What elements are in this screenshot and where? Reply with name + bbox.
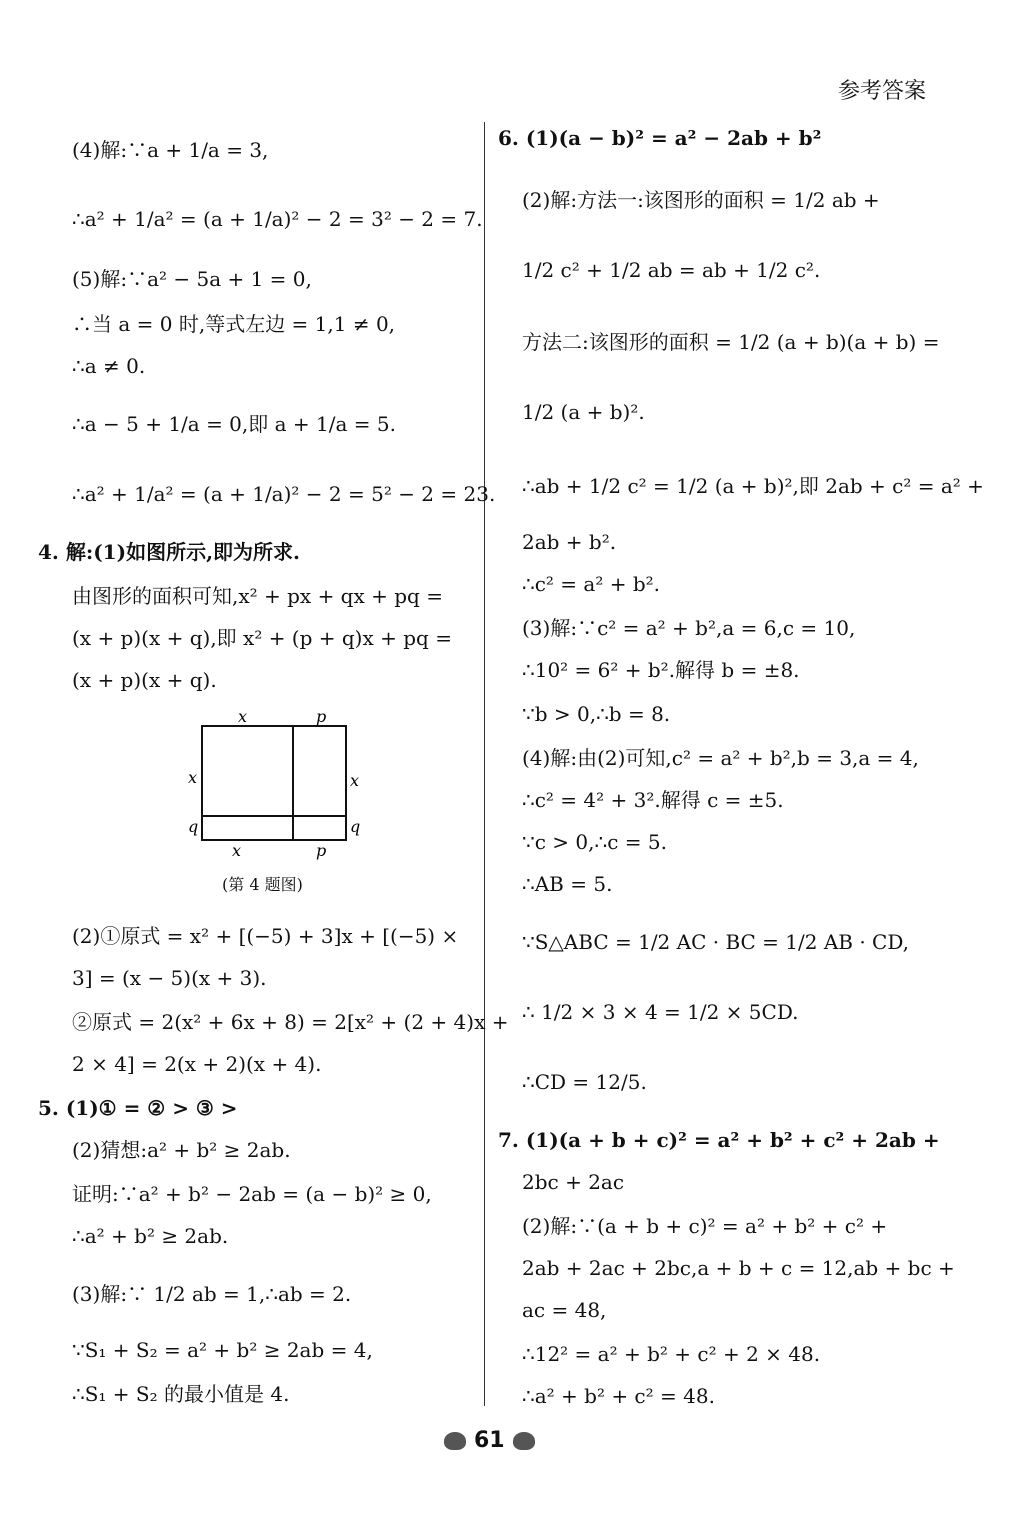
text-line: ∴10² = 6² + b².解得 b = ±8. [522, 658, 800, 682]
text-line: ②原式 = 2(x² + 6x + 8) = 2[x² + (2 + 4)x + [72, 1010, 509, 1034]
leaf-left-icon [444, 1432, 466, 1450]
text-line: 由图形的面积可知,x² + px + qx + pq = [72, 584, 443, 608]
text-line: ∴12² = a² + b² + c² + 2 × 48. [522, 1342, 821, 1366]
text-line: 证明:∵a² + b² − 2ab = (a − b)² ≥ 0, [72, 1182, 432, 1206]
text-line: 1/2 c² + 1/2 ab = ab + 1/2 c². [522, 258, 821, 282]
text-line: ∴a² + 1/a² = (a + 1/a)² − 2 = 3² − 2 = 7. [72, 207, 483, 231]
text-line: 2bc + 2ac [522, 1170, 625, 1194]
page-number-label: 61 [474, 1428, 505, 1453]
text-line: ∴c² = 4² + 3².解得 c = ±5. [522, 788, 784, 812]
text-line: ∵b > 0,∴b = 8. [522, 702, 671, 726]
text-line: ∴a² + 1/a² = (a + 1/a)² − 2 = 5² − 2 = 23. [72, 482, 496, 506]
text-line: (2)解:∵(a + b + c)² = a² + b² + c² + [522, 1214, 888, 1238]
figure-4 [188, 708, 368, 872]
text-line: (5)解:∵a² − 5a + 1 = 0, [72, 267, 312, 291]
text-line: ∴a − 5 + 1/a = 0,即 a + 1/a = 5. [72, 412, 396, 436]
text-line: (2)①原式 = x² + [(−5) + 3]x + [(−5) × [72, 924, 459, 948]
text-line: (3)解:∵c² = a² + b²,a = 6,c = 10, [522, 616, 856, 640]
text-line: (x + p)(x + q),即 x² + (p + q)x + pq = [72, 626, 452, 650]
text-line: 5. (1)① = ② > ③ > [38, 1096, 238, 1120]
text-line: ac = 48, [522, 1298, 607, 1322]
text-line: 2ab + 2ac + 2bc,a + b + c = 12,ab + bc + [522, 1256, 955, 1280]
text-line: ∴AB = 5. [522, 872, 613, 896]
text-line: (3)解:∵ 1/2 ab = 1,∴ab = 2. [72, 1282, 352, 1306]
text-line: 4. 解:(1)如图所示,即为所求. [38, 540, 300, 564]
text-line: 2 × 4] = 2(x + 2)(x + 4). [72, 1052, 322, 1076]
text-line: 2ab + b². [522, 530, 617, 554]
figure-label: q [188, 817, 199, 836]
text-line: ∴a² + b² + c² = 48. [522, 1384, 715, 1408]
text-line: (2)猜想:a² + b² ≥ 2ab. [72, 1138, 291, 1162]
column-divider [484, 122, 485, 1406]
text-line: (4)解:由(2)可知,c² = a² + b²,b = 3,a = 4, [522, 746, 919, 770]
text-line: ∴S₁ + S₂ 的最小值是 4. [72, 1382, 290, 1406]
page-number [444, 1428, 535, 1453]
figure-caption: (第 4 题图) [222, 875, 303, 894]
text-line: 7. (1)(a + b + c)² = a² + b² + c² + 2ab + [498, 1128, 940, 1152]
text-line: ∴a² + b² ≥ 2ab. [72, 1224, 229, 1248]
text-line: ∴CD = 12/5. [522, 1070, 647, 1094]
figure-label: q [350, 817, 361, 836]
text-line: (4)解:∵a + 1/a = 3, [72, 138, 269, 162]
text-line: 6. (1)(a − b)² = a² − 2ab + b² [498, 126, 822, 150]
text-line: (x + p)(x + q). [72, 668, 217, 692]
figure-label: x [188, 768, 198, 787]
text-line: (2)解:方法一:该图形的面积 = 1/2 ab + [522, 188, 880, 212]
figure-label: p [316, 708, 327, 726]
text-line: ∴ 1/2 × 3 × 4 = 1/2 × 5CD. [522, 1000, 799, 1024]
text-line: 3] = (x − 5)(x + 3). [72, 966, 267, 990]
figure-label: x [350, 771, 360, 790]
text-line: ∴当 a = 0 时,等式左边 = 1,1 ≠ 0, [72, 312, 396, 336]
page-header: 参考答案 [837, 79, 926, 104]
text-line: ∵S₁ + S₂ = a² + b² ≥ 2ab = 4, [72, 1338, 373, 1362]
leaf-right-icon [513, 1432, 535, 1450]
text-line: ∴c² = a² + b². [522, 572, 661, 596]
text-line: ∵S△ABC = 1/2 AC · BC = 1/2 AB · CD, [522, 930, 910, 954]
figure-label: x [232, 841, 242, 860]
text-line: ∴ab + 1/2 c² = 1/2 (a + b)²,即 2ab + c² = a² + [522, 474, 984, 498]
figure-label: x [238, 708, 248, 726]
text-line: 方法二:该图形的面积 = 1/2 (a + b)(a + b) = [522, 330, 940, 354]
text-line: ∵c > 0,∴c = 5. [522, 830, 667, 854]
text-line: ∴a ≠ 0. [72, 354, 146, 378]
figure-label: p [316, 841, 327, 860]
text-line: 1/2 (a + b)². [522, 400, 645, 424]
